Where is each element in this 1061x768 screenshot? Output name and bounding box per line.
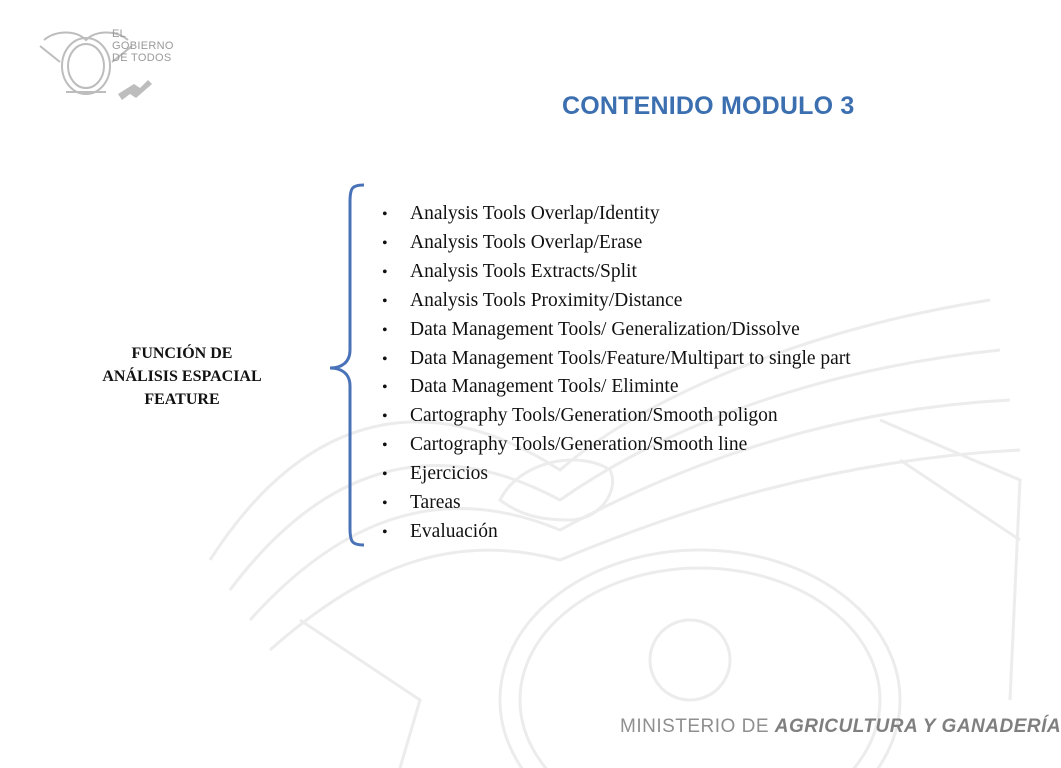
list-item-text: Analysis Tools Overlap/Identity [410,203,660,224]
list-item-text: Evaluación [410,520,498,542]
list-item [382,229,851,258]
list-item [382,518,851,547]
logo-line: GOBIERNO [112,40,174,52]
section-label [62,342,302,411]
list-item-text: Data Management Tools/Feature/Multipart to single part [410,347,851,369]
list-item [382,345,851,374]
bullet-icon: • [382,321,388,339]
footer-ministry-name: AGRICULTURA Y GANADERÍA [774,716,1061,737]
logo-line: DE TODOS [112,52,172,64]
bullet-icon: • [382,466,388,484]
bullet-icon: • [382,437,388,455]
bullet-icon: • [382,408,388,426]
section-label-line: FUNCIÓN DE [131,345,233,362]
list-item-text: Cartography Tools/Generation/Smooth line [410,434,748,456]
curly-brace [326,182,372,548]
footer-prefix: MINISTERIO DE [620,716,775,737]
list-item-text: Ejercicios [410,463,488,485]
bullet-icon: • [382,263,388,281]
list-item-text: Analysis Tools Overlap/Erase [410,231,643,253]
section-label-line: FEATURE [144,391,220,408]
list-item-text: Tareas [410,492,461,514]
list-item-text: Data Management Tools/ Eliminte [410,376,679,398]
bullet-icon: • [382,523,388,541]
list-item [382,489,851,518]
slide-title: CONTENIDO MODULO 3 [562,92,855,120]
bullet-icon: • [382,495,388,513]
list-item-text: Data Management Tools/ Generalization/Dissolve [410,318,800,340]
list-item-text: Analysis Tools Extracts/Split [410,260,637,282]
list-item [382,431,851,460]
list-item [382,402,851,431]
bullet-icon: • [382,379,388,397]
ministry-footer [620,716,1061,738]
list-item-text: Cartography Tools/Generation/Smooth poligon [410,405,778,427]
section-label-line: ANÁLISIS ESPACIAL [102,368,262,385]
logo-line: EL [112,28,127,40]
list-item [382,316,851,345]
list-item [382,460,851,489]
bullet-icon: • [382,206,388,223]
logo-text [112,28,174,64]
list-item [382,258,851,287]
bullet-list [382,200,851,547]
list-item-text: Analysis Tools Proximity/Distance [410,289,683,311]
list-item [382,287,851,316]
bullet-icon: • [382,292,388,310]
list-item [382,200,851,229]
bullet-icon: • [382,234,388,252]
list-item [382,373,851,402]
bullet-icon: • [382,350,388,368]
